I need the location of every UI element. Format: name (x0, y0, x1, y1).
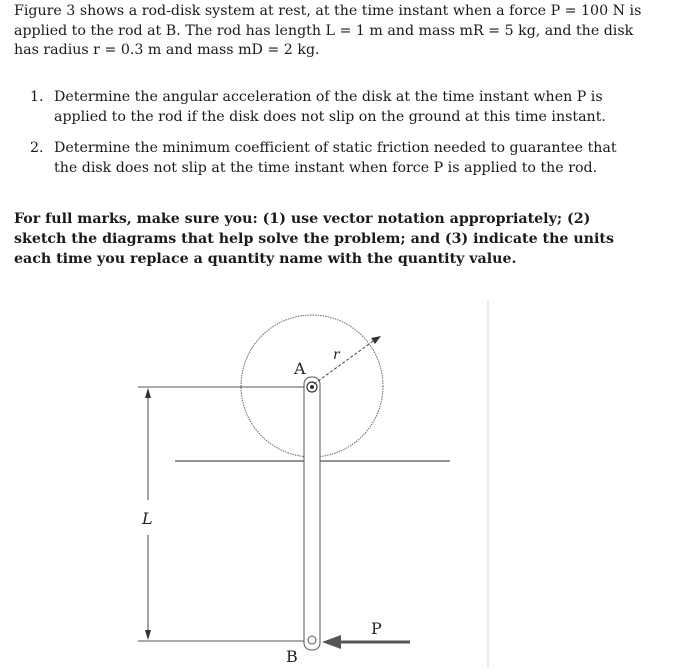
question-text: Determine the minimum coefficient of static friction needed to guarantee that the disk does not slip at the time instant when force P is applied to the rod. (54, 140, 617, 176)
force-p-arrowhead (322, 635, 341, 649)
question-number: 2. (30, 140, 44, 156)
pin-b (308, 636, 316, 644)
radius-arrowhead (371, 336, 381, 344)
question-number: 1. (30, 89, 44, 105)
pin-a-center (310, 385, 314, 389)
question-text: Determine the angular acceleration of the disk at the time instant when P is applied to the rod if the disk does not slip on the ground at this time instant. (54, 89, 606, 125)
problem-intro: Figure 3 shows a rod-disk system at rest, at the time instant when a force P = 100 N is applied to the rod at B. The rod has length L = 1 m and mass mR = 5 kg, and the disk has radius r = 0.3 m and mass mD = 2 kg. (14, 3, 642, 58)
label-p: P (371, 619, 382, 638)
rod (304, 377, 320, 650)
radius-line (314, 339, 376, 384)
label-b: B (286, 647, 298, 666)
length-arrowhead-top (145, 388, 151, 398)
label-r: r (333, 347, 340, 363)
label-l: L (142, 509, 153, 528)
length-arrowhead-bottom (145, 630, 151, 640)
label-a: A (294, 359, 306, 378)
marking-instructions: For full marks, make sure you: (1) use vector notation appropriately; (2) sketch the diagrams that help solve the problem; and (3) indicate the units each time you replace a quantity name with the quantity value. (14, 211, 614, 267)
